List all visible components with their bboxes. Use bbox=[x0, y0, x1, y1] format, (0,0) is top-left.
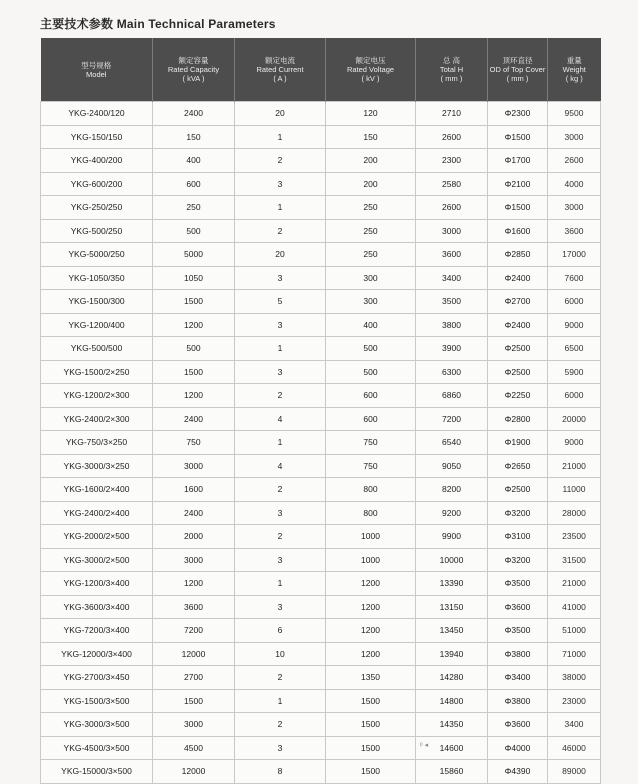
cell-top-cover-od: Φ3600 bbox=[488, 713, 548, 737]
header-rated-current-cn: 额定电流 bbox=[265, 56, 295, 65]
cell-total-height: 3000 bbox=[416, 219, 488, 243]
cell-rated-voltage: 1500 bbox=[326, 689, 416, 713]
cell-rated-capacity: 500 bbox=[153, 337, 235, 361]
cell-weight: 17000 bbox=[548, 243, 601, 267]
cell-rated-capacity: 600 bbox=[153, 172, 235, 196]
cell-rated-capacity: 500 bbox=[153, 219, 235, 243]
cell-top-cover-od: Φ3400 bbox=[488, 666, 548, 690]
cell-total-height: 9050 bbox=[416, 454, 488, 478]
table-row bbox=[41, 454, 601, 478]
cell-rated-current: 1 bbox=[235, 689, 326, 713]
cell-top-cover-od: Φ3800 bbox=[488, 642, 548, 666]
cell-top-cover-od: Φ2850 bbox=[488, 243, 548, 267]
cell-weight: 21000 bbox=[548, 572, 601, 596]
cell-rated-capacity: 1200 bbox=[153, 313, 235, 337]
cell-rated-voltage: 800 bbox=[326, 478, 416, 502]
cell-rated-capacity: 1200 bbox=[153, 572, 235, 596]
cell-top-cover-od: Φ2700 bbox=[488, 290, 548, 314]
cell-weight: 3000 bbox=[548, 196, 601, 220]
header-rated-voltage-unit: ( kV ) bbox=[361, 74, 380, 83]
header-rated-current-unit: ( A ) bbox=[273, 74, 287, 83]
cell-total-height: 7200 bbox=[416, 407, 488, 431]
cell-weight: 38000 bbox=[548, 666, 601, 690]
header-rated-capacity-cn: 额定容量 bbox=[178, 56, 209, 65]
cell-model: YKG-3600/3×400 bbox=[41, 595, 153, 619]
table-row bbox=[41, 431, 601, 455]
cell-rated-voltage: 600 bbox=[326, 384, 416, 408]
cell-weight: 7600 bbox=[548, 266, 601, 290]
cell-model: YKG-600/200 bbox=[41, 172, 153, 196]
header-weight-cn: 重量 bbox=[566, 56, 582, 65]
cell-rated-current: 3 bbox=[235, 266, 326, 290]
cell-top-cover-od: Φ3500 bbox=[488, 572, 548, 596]
cell-top-cover-od: Φ2250 bbox=[488, 384, 548, 408]
cell-rated-current: 2 bbox=[235, 219, 326, 243]
header-rated-capacity bbox=[153, 38, 235, 102]
cell-rated-current: 6 bbox=[235, 619, 326, 643]
table-row bbox=[41, 243, 601, 267]
cell-model: YKG-1050/350 bbox=[41, 266, 153, 290]
cell-rated-current: 1 bbox=[235, 431, 326, 455]
cell-rated-current: 2 bbox=[235, 713, 326, 737]
cell-rated-current: 2 bbox=[235, 478, 326, 502]
cell-model: YKG-500/500 bbox=[41, 337, 153, 361]
cell-rated-current: 1 bbox=[235, 125, 326, 149]
cell-top-cover-od: Φ1500 bbox=[488, 125, 548, 149]
cell-total-height: 10000 bbox=[416, 548, 488, 572]
cell-rated-voltage: 1500 bbox=[326, 713, 416, 737]
cell-top-cover-od: Φ2500 bbox=[488, 337, 548, 361]
cell-total-height: 14800 bbox=[416, 689, 488, 713]
table-row bbox=[41, 619, 601, 643]
cell-weight: 2600 bbox=[548, 149, 601, 173]
cell-model: YKG-250/250 bbox=[41, 196, 153, 220]
cell-rated-capacity: 2400 bbox=[153, 407, 235, 431]
cell-rated-voltage: 800 bbox=[326, 501, 416, 525]
footer-mark: ᵖ ◂ bbox=[420, 742, 429, 749]
table-row bbox=[41, 407, 601, 431]
cell-total-height: 14600 bbox=[416, 736, 488, 760]
cell-rated-current: 4 bbox=[235, 407, 326, 431]
header-rated-voltage-en: Rated Voltage bbox=[346, 65, 395, 74]
cell-weight: 23500 bbox=[548, 525, 601, 549]
cell-weight: 5900 bbox=[548, 360, 601, 384]
cell-rated-current: 4 bbox=[235, 454, 326, 478]
table-row bbox=[41, 736, 601, 760]
header-top-cover-od-en: OD of Top Cover bbox=[489, 65, 546, 74]
cell-model: YKG-1500/300 bbox=[41, 290, 153, 314]
cell-rated-capacity: 2400 bbox=[153, 102, 235, 126]
header-rated-current bbox=[235, 38, 326, 102]
table-row bbox=[41, 642, 601, 666]
cell-weight: 20000 bbox=[548, 407, 601, 431]
cell-rated-voltage: 500 bbox=[326, 337, 416, 361]
cell-rated-voltage: 750 bbox=[326, 454, 416, 478]
cell-rated-voltage: 1200 bbox=[326, 642, 416, 666]
cell-top-cover-od: Φ3200 bbox=[488, 501, 548, 525]
cell-model: YKG-150/150 bbox=[41, 125, 153, 149]
cell-model: YKG-2400/120 bbox=[41, 102, 153, 126]
cell-rated-current: 8 bbox=[235, 760, 326, 784]
header-rated-voltage-cn: 额定电压 bbox=[355, 56, 386, 65]
cell-top-cover-od: Φ3500 bbox=[488, 619, 548, 643]
cell-rated-capacity: 12000 bbox=[153, 642, 235, 666]
cell-top-cover-od: Φ2500 bbox=[488, 478, 548, 502]
cell-model: YKG-400/200 bbox=[41, 149, 153, 173]
cell-rated-capacity: 3000 bbox=[153, 548, 235, 572]
cell-rated-capacity: 2400 bbox=[153, 501, 235, 525]
cell-model: YKG-1200/2×300 bbox=[41, 384, 153, 408]
cell-rated-voltage: 1500 bbox=[326, 760, 416, 784]
table-row bbox=[41, 478, 601, 502]
cell-rated-capacity: 1600 bbox=[153, 478, 235, 502]
cell-model: YKG-4500/3×500 bbox=[41, 736, 153, 760]
cell-model: YKG-2400/2×400 bbox=[41, 501, 153, 525]
cell-model: YKG-15000/3×500 bbox=[41, 760, 153, 784]
cell-total-height: 13940 bbox=[416, 642, 488, 666]
cell-total-height: 13150 bbox=[416, 595, 488, 619]
table-row bbox=[41, 548, 601, 572]
header-top-cover-od-unit: ( mm ) bbox=[506, 74, 529, 83]
table-row bbox=[41, 572, 601, 596]
cell-rated-current: 3 bbox=[235, 313, 326, 337]
cell-total-height: 3500 bbox=[416, 290, 488, 314]
cell-rated-capacity: 150 bbox=[153, 125, 235, 149]
cell-model: YKG-1600/2×400 bbox=[41, 478, 153, 502]
cell-total-height: 13390 bbox=[416, 572, 488, 596]
cell-total-height: 13450 bbox=[416, 619, 488, 643]
table-row bbox=[41, 266, 601, 290]
cell-rated-capacity: 2700 bbox=[153, 666, 235, 690]
cell-top-cover-od: Φ4000 bbox=[488, 736, 548, 760]
cell-rated-capacity: 750 bbox=[153, 431, 235, 455]
cell-model: YKG-3000/3×250 bbox=[41, 454, 153, 478]
table-row bbox=[41, 102, 601, 126]
cell-rated-voltage: 250 bbox=[326, 196, 416, 220]
header-model-cn: 型号规格 bbox=[81, 60, 112, 70]
cell-weight: 23000 bbox=[548, 689, 601, 713]
cell-top-cover-od: Φ3100 bbox=[488, 525, 548, 549]
cell-rated-voltage: 250 bbox=[326, 219, 416, 243]
cell-top-cover-od: Φ4390 bbox=[488, 760, 548, 784]
cell-rated-current: 10 bbox=[235, 642, 326, 666]
cell-rated-voltage: 400 bbox=[326, 313, 416, 337]
cell-rated-current: 3 bbox=[235, 595, 326, 619]
header-total-height-unit: ( mm ) bbox=[440, 74, 463, 83]
table-row bbox=[41, 384, 601, 408]
cell-total-height: 3800 bbox=[416, 313, 488, 337]
cell-rated-current: 20 bbox=[235, 102, 326, 126]
cell-rated-voltage: 120 bbox=[326, 102, 416, 126]
cell-rated-current: 2 bbox=[235, 525, 326, 549]
cell-rated-capacity: 3600 bbox=[153, 595, 235, 619]
cell-rated-current: 1 bbox=[235, 196, 326, 220]
table-row bbox=[41, 666, 601, 690]
cell-total-height: 6300 bbox=[416, 360, 488, 384]
cell-total-height: 9200 bbox=[416, 501, 488, 525]
table-row bbox=[41, 595, 601, 619]
cell-model: YKG-2700/3×450 bbox=[41, 666, 153, 690]
header-weight-en: Weight bbox=[562, 65, 586, 74]
table-row bbox=[41, 219, 601, 243]
cell-total-height: 2600 bbox=[416, 196, 488, 220]
cell-rated-capacity: 1500 bbox=[153, 360, 235, 384]
cell-top-cover-od: Φ3200 bbox=[488, 548, 548, 572]
cell-model: YKG-750/3×250 bbox=[41, 431, 153, 455]
cell-top-cover-od: Φ1600 bbox=[488, 219, 548, 243]
cell-rated-current: 5 bbox=[235, 290, 326, 314]
cell-model: YKG-3000/2×500 bbox=[41, 548, 153, 572]
cell-rated-current: 3 bbox=[235, 172, 326, 196]
cell-weight: 4000 bbox=[548, 172, 601, 196]
cell-model: YKG-2000/2×500 bbox=[41, 525, 153, 549]
cell-weight: 9000 bbox=[548, 313, 601, 337]
cell-rated-capacity: 7200 bbox=[153, 619, 235, 643]
table-row bbox=[41, 501, 601, 525]
cell-top-cover-od: Φ3800 bbox=[488, 689, 548, 713]
cell-rated-capacity: 1200 bbox=[153, 384, 235, 408]
cell-rated-current: 2 bbox=[235, 384, 326, 408]
cell-rated-voltage: 1200 bbox=[326, 572, 416, 596]
cell-top-cover-od: Φ2100 bbox=[488, 172, 548, 196]
cell-top-cover-od: Φ2400 bbox=[488, 313, 548, 337]
cell-model: YKG-1200/400 bbox=[41, 313, 153, 337]
cell-model: YKG-5000/250 bbox=[41, 243, 153, 267]
cell-rated-current: 2 bbox=[235, 149, 326, 173]
cell-rated-voltage: 250 bbox=[326, 243, 416, 267]
table-row bbox=[41, 172, 601, 196]
header-model bbox=[41, 38, 153, 102]
cell-top-cover-od: Φ1900 bbox=[488, 431, 548, 455]
cell-total-height: 2600 bbox=[416, 125, 488, 149]
cell-rated-current: 2 bbox=[235, 666, 326, 690]
cell-rated-current: 1 bbox=[235, 337, 326, 361]
table-row bbox=[41, 525, 601, 549]
cell-rated-voltage: 1000 bbox=[326, 548, 416, 572]
header-top-cover-od-cn: 顶环直径 bbox=[502, 56, 533, 65]
cell-weight: 3600 bbox=[548, 219, 601, 243]
cell-top-cover-od: Φ2650 bbox=[488, 454, 548, 478]
cell-weight: 31500 bbox=[548, 548, 601, 572]
cell-rated-capacity: 3000 bbox=[153, 713, 235, 737]
cell-rated-capacity: 3000 bbox=[153, 454, 235, 478]
cell-total-height: 2710 bbox=[416, 102, 488, 126]
cell-rated-current: 3 bbox=[235, 501, 326, 525]
table-row bbox=[41, 713, 601, 737]
cell-weight: 51000 bbox=[548, 619, 601, 643]
header-top-cover-od bbox=[488, 38, 548, 102]
header-rated-capacity-en: Rated Capacity bbox=[167, 65, 220, 74]
cell-weight: 6000 bbox=[548, 290, 601, 314]
cell-weight: 9000 bbox=[548, 431, 601, 455]
cell-weight: 21000 bbox=[548, 454, 601, 478]
cell-weight: 3400 bbox=[548, 713, 601, 737]
cell-rated-voltage: 500 bbox=[326, 360, 416, 384]
cell-weight: 89000 bbox=[548, 760, 601, 784]
cell-total-height: 8200 bbox=[416, 478, 488, 502]
table-row bbox=[41, 196, 601, 220]
cell-total-height: 2300 bbox=[416, 149, 488, 173]
cell-weight: 28000 bbox=[548, 501, 601, 525]
cell-rated-voltage: 200 bbox=[326, 149, 416, 173]
cell-total-height: 14280 bbox=[416, 666, 488, 690]
cell-model: YKG-1500/2×250 bbox=[41, 360, 153, 384]
table-row bbox=[41, 313, 601, 337]
table-row bbox=[41, 760, 601, 784]
cell-total-height: 2580 bbox=[416, 172, 488, 196]
cell-model: YKG-500/250 bbox=[41, 219, 153, 243]
cell-model: YKG-7200/3×400 bbox=[41, 619, 153, 643]
cell-total-height: 9900 bbox=[416, 525, 488, 549]
header-total-height bbox=[416, 38, 488, 102]
cell-rated-voltage: 150 bbox=[326, 125, 416, 149]
header-rated-current-en: Rated Current bbox=[256, 65, 304, 74]
cell-rated-voltage: 1200 bbox=[326, 619, 416, 643]
cell-rated-current: 1 bbox=[235, 572, 326, 596]
cell-total-height: 6540 bbox=[416, 431, 488, 455]
table-row bbox=[41, 125, 601, 149]
table-row bbox=[41, 290, 601, 314]
cell-rated-voltage: 1350 bbox=[326, 666, 416, 690]
cell-rated-voltage: 300 bbox=[326, 266, 416, 290]
header-rated-voltage bbox=[326, 38, 416, 102]
cell-rated-capacity: 1500 bbox=[153, 689, 235, 713]
cell-weight: 9500 bbox=[548, 102, 601, 126]
cell-top-cover-od: Φ3600 bbox=[488, 595, 548, 619]
cell-top-cover-od: Φ2300 bbox=[488, 102, 548, 126]
cell-rated-voltage: 1500 bbox=[326, 736, 416, 760]
cell-weight: 3000 bbox=[548, 125, 601, 149]
cell-weight: 71000 bbox=[548, 642, 601, 666]
table-row bbox=[41, 689, 601, 713]
cell-weight: 11000 bbox=[548, 478, 601, 502]
header-rated-capacity-unit: ( kVA ) bbox=[182, 74, 205, 83]
cell-weight: 41000 bbox=[548, 595, 601, 619]
cell-weight: 6500 bbox=[548, 337, 601, 361]
header-total-height-en: Total H bbox=[439, 65, 464, 74]
cell-top-cover-od: Φ2400 bbox=[488, 266, 548, 290]
cell-rated-capacity: 1050 bbox=[153, 266, 235, 290]
cell-top-cover-od: Φ1500 bbox=[488, 196, 548, 220]
cell-weight: 6000 bbox=[548, 384, 601, 408]
cell-total-height: 14350 bbox=[416, 713, 488, 737]
cell-rated-current: 3 bbox=[235, 360, 326, 384]
cell-rated-capacity: 1500 bbox=[153, 290, 235, 314]
cell-rated-voltage: 1200 bbox=[326, 595, 416, 619]
cell-rated-voltage: 1000 bbox=[326, 525, 416, 549]
header-total-height-cn: 总 高 bbox=[442, 56, 461, 65]
cell-model: YKG-2400/2×300 bbox=[41, 407, 153, 431]
cell-rated-capacity: 400 bbox=[153, 149, 235, 173]
table-header bbox=[41, 38, 601, 102]
header-weight bbox=[548, 38, 601, 102]
table-row bbox=[41, 360, 601, 384]
header-weight-unit: ( kg ) bbox=[565, 74, 583, 83]
cell-model: YKG-1200/3×400 bbox=[41, 572, 153, 596]
cell-total-height: 3600 bbox=[416, 243, 488, 267]
cell-top-cover-od: Φ2500 bbox=[488, 360, 548, 384]
cell-model: YKG-3000/3×500 bbox=[41, 713, 153, 737]
cell-rated-current: 20 bbox=[235, 243, 326, 267]
cell-weight: 46000 bbox=[548, 736, 601, 760]
cell-total-height: 3400 bbox=[416, 266, 488, 290]
cell-total-height: 3900 bbox=[416, 337, 488, 361]
cell-rated-capacity: 2000 bbox=[153, 525, 235, 549]
cell-rated-capacity: 12000 bbox=[153, 760, 235, 784]
cell-total-height: 15860 bbox=[416, 760, 488, 784]
cell-rated-voltage: 300 bbox=[326, 290, 416, 314]
header-row bbox=[41, 38, 601, 102]
cell-rated-capacity: 4500 bbox=[153, 736, 235, 760]
cell-rated-voltage: 600 bbox=[326, 407, 416, 431]
cell-rated-voltage: 200 bbox=[326, 172, 416, 196]
cell-top-cover-od: Φ1700 bbox=[488, 149, 548, 173]
cell-model: YKG-1500/3×500 bbox=[41, 689, 153, 713]
cell-rated-capacity: 250 bbox=[153, 196, 235, 220]
cell-top-cover-od: Φ2800 bbox=[488, 407, 548, 431]
cell-rated-voltage: 750 bbox=[326, 431, 416, 455]
cell-rated-current: 3 bbox=[235, 736, 326, 760]
cell-rated-current: 3 bbox=[235, 548, 326, 572]
technical-parameters-table bbox=[40, 38, 601, 784]
cell-rated-capacity: 5000 bbox=[153, 243, 235, 267]
table-row bbox=[41, 149, 601, 173]
page-title: 主要技术参数 Main Technical Parameters bbox=[40, 17, 276, 31]
table-row bbox=[41, 337, 601, 361]
cell-model: YKG-12000/3×400 bbox=[41, 642, 153, 666]
cell-total-height: 6860 bbox=[416, 384, 488, 408]
header-model-en: Model bbox=[86, 69, 107, 79]
table-body bbox=[41, 102, 601, 784]
